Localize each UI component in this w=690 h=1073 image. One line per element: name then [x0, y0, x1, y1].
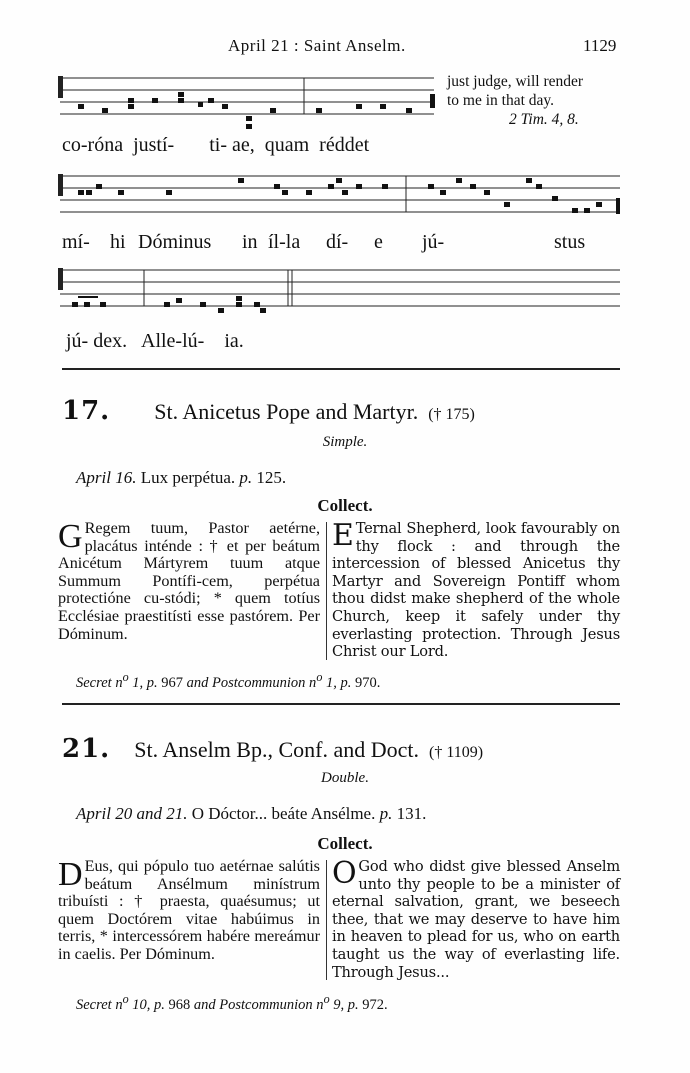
lyric-syllable: íl-la	[268, 231, 301, 253]
lyric-syllable: Alle-lú-	[141, 330, 205, 352]
english-collect-text: God who didst give blessed Anselm unto thy people to be a minister of eternal salvation, grant, we beseech thee, that we may deserve to have him in heaven to plead for us, who on earth taught us the way of everlasting life. Through Jesus...	[332, 858, 620, 981]
chant-staff-3	[56, 262, 624, 328]
postcommunion-number: 9,	[333, 996, 345, 1013]
latin-collect	[58, 858, 320, 964]
postcommunion-number: 1,	[325, 674, 337, 691]
lyric-syllable: ia.	[224, 330, 244, 352]
collect-heading: Collect.	[317, 834, 373, 853]
feast-death-year: († 1109)	[429, 744, 484, 761]
ordinal-marker: o	[122, 992, 129, 1006]
page-number: 1129	[583, 36, 617, 55]
column-divider	[326, 522, 327, 660]
lyric-syllable: ti- ae,	[209, 134, 255, 156]
secret-postcommunion-reference	[76, 992, 388, 1014]
drop-cap: E	[332, 518, 354, 553]
section-divider	[62, 368, 620, 370]
lyric-syllable: co-róna	[62, 134, 124, 156]
verse-translation	[447, 72, 583, 129]
postcommunion-page: 972.	[362, 996, 388, 1013]
scripture-reference: 2 Tim. 4, 8.	[509, 111, 579, 128]
postcommunion-label: and Postcommunion n	[193, 996, 324, 1013]
ordinal-marker: o	[122, 670, 129, 684]
secret-page: 968	[168, 996, 191, 1013]
secret-number: 10,	[132, 996, 151, 1013]
feast-heading	[62, 734, 483, 764]
drop-cap: D	[58, 856, 83, 893]
secret-page: 967	[161, 674, 183, 691]
lyric-syllable: stus	[554, 231, 586, 253]
mass-date: April 20 and 21.	[76, 804, 188, 823]
page-label: p.	[146, 674, 158, 691]
section-divider	[62, 703, 620, 705]
page-label: p.	[239, 468, 253, 487]
english-collect-text: Ternal Shepherd, look favourably on thy flock : and through the intercession of blessed Anicetus thy Martyr and Sovereign Pontiff whom thou didst make shepherd of the whole Church, keep it safely under thy everlasting protection. Through Jesus Christ our Lord.	[332, 520, 620, 661]
ordinal-marker: o	[323, 992, 330, 1006]
translation-line: just judge, will render	[447, 73, 584, 90]
collect-heading: Collect.	[317, 496, 373, 515]
feast-death-year: († 175)	[428, 406, 475, 423]
ordinal-marker: o	[316, 670, 323, 684]
lyric-syllable: justí-	[133, 134, 175, 156]
feast-name: St. Anselm Bp., Conf. and Doct.	[134, 737, 420, 762]
lyric-syllable: Dóminus	[138, 231, 212, 253]
feast-name: St. Anicetus Pope and Martyr.	[154, 399, 419, 424]
english-collect	[332, 520, 620, 661]
latin-collect-text: Eus, qui pópulo tuo aetérnae salútis beátum Ansélmum minístrum tribuísti : † praesta, quaésumus; ut quem Doctórem vitae habúimus in terris, * intercessórem habére mereámur in caelis. Per Dóminum.	[58, 857, 320, 963]
english-collect	[332, 858, 620, 981]
page-label: p.	[154, 996, 165, 1013]
lyric-syllable: e	[374, 231, 383, 253]
column-divider	[326, 860, 327, 980]
feast-day-number: 21.	[62, 734, 111, 764]
latin-collect	[58, 520, 320, 643]
lyric-syllable: réddet	[319, 134, 370, 156]
feast-day-number: 17.	[62, 396, 111, 426]
chant-staff-1	[56, 68, 438, 136]
lyric-syllable: mí-	[62, 231, 90, 253]
lyric-syllable: quam	[264, 134, 310, 156]
mass-reference	[76, 468, 286, 488]
page-label: p.	[340, 674, 352, 691]
chant-staff-2	[56, 168, 624, 228]
page-label: p.	[347, 996, 359, 1013]
feast-rank: Simple.	[322, 434, 368, 450]
running-header	[0, 36, 690, 58]
secret-label: Secret n	[76, 674, 123, 691]
mass-reference	[76, 804, 426, 824]
lyric-syllable: jú-	[422, 231, 445, 253]
feast-rank: Double.	[321, 770, 369, 786]
secret-label: Secret n	[76, 996, 123, 1013]
mass-incipit: Lux perpétua.	[140, 468, 236, 487]
mass-date: April 16.	[76, 468, 137, 487]
lyric-syllable: jú- dex.	[66, 330, 128, 352]
secret-number: 1,	[132, 674, 144, 691]
drop-cap: O	[332, 856, 357, 891]
lyric-syllable: hi	[110, 231, 126, 253]
postcommunion-page: 970.	[354, 674, 381, 691]
postcommunion-label: and Postcommunion n	[186, 674, 317, 691]
secret-postcommunion-reference	[76, 670, 380, 692]
lyric-syllable: in	[242, 231, 258, 253]
translation-line: to me in that day.	[447, 92, 555, 109]
running-title: April 21 : Saint Anselm.	[228, 36, 406, 55]
mass-page: 125.	[256, 468, 287, 487]
mass-page: 131.	[396, 804, 427, 823]
chant-lyrics-1	[62, 134, 369, 157]
latin-collect-text: Regem tuum, Pastor aetérne, placátus inténde : † et per beátum Anicétum Mártyrem tuum atque Summum Pontífi-cem, perpétua protectióne cu-stódi; * quem totíus Ecclésiae praestitísti esse pastórem. Per Dóminum.	[58, 519, 320, 643]
feast-heading	[62, 396, 475, 426]
lyric-syllable: dí-	[326, 231, 349, 253]
chant-lyrics-3	[66, 330, 244, 353]
drop-cap: G	[58, 518, 83, 555]
mass-incipit: O Dóctor... beáte Ansélme.	[191, 804, 376, 823]
page-label: p.	[379, 804, 393, 823]
